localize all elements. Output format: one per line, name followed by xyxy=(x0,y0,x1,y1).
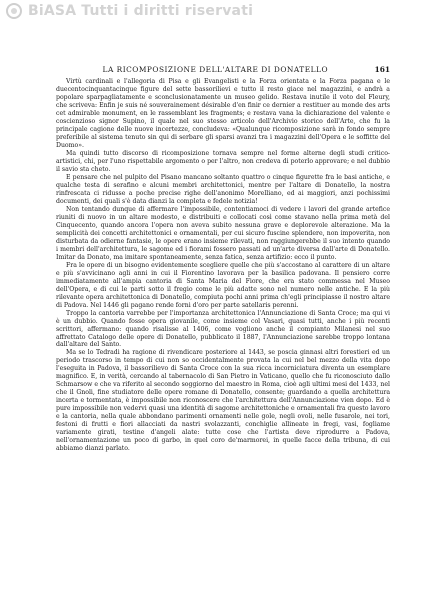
paragraph: Troppo la cantoria varrebbe per l'importanza architettonica l'Annunciazione di Santa Croce; ma qui vi è un dubbio. Quando fosse opera giovanile, come insieme col Vasari, quasi tutti, anche i più recenti scrittori, affermano: quando risalisse al 1406, come vogliono anche il compianto Milanesi nel suo affrettato Catalogo delle opere di Donatello, pubblicato il 1887, l'Annunciazione sarebbe troppo lontana dall'altare del Santo. xyxy=(56,309,390,349)
biasa-logo-icon xyxy=(6,3,22,19)
paragraph: Ma se lo Tedradi ha ragione di rivendicare posteriore al 1443, se poscia ginnasi altri forestieri ed un periodo trascorso in tempo di cui non so occidentalmente provata la cui nel bel mezzo della vita dopo l'eseguita in Padova, il bassorilievo di Santa Croce con la sua ricca incorniciatura diventa un esemplare magnifico. E, in verità, cercando al tabernacolo di San Pietro in Vaticano, quello che fu riconosciuto dallo Schmarsow e che va riferito al secondo soggiorno del maestro in Roma, cioè agli ultimi mesi del 1433, nel che il Gnoli, fine studiatore delle opere romane di Donatello, consente; guardando a quella architettura incerta e tormentata, è impossibile non riconoscere che l'architettura dell'Annunciazione vien dopo. Ed è pure impossibile non vedervi quasi una identità di sagome architettoniche e ornamentali fra questo lavoro e la cantoria, nella quale abbondano parimenti ornamenti nelle gole, negli ovoli, nelle fusarole, nei tori, festoni di frutti e fiori allacciati da nastri svolazzanti, conchiglie allineate in fregi, vasi, fogliame variamente girati, testine d'angeli alate: tutte cose che l'artista deve riprodurre a Padova, nell'ornamentazione un poco di garbo, in quel coro de'marmorei, in quelle facce della tribuna, di cui abbiamo dianzi parlato. xyxy=(56,349,390,453)
paragraph: Ma quindi tutto discorso di ricomposizione tornava sempre nel forme alterne degli studi critico-artistici, chi, per l'uno rispettabile argomento o per l'altro, non credeva di poterlo approvare; e nel dubbio il savio sta cheto. xyxy=(56,149,390,173)
page-number: 161 xyxy=(374,65,390,74)
body-text xyxy=(56,78,390,453)
watermark-text: BiASA Tutti i diritti riservati xyxy=(28,3,254,19)
paragraph: Non tentando dunque di affermare l'impossibile, contentiamoci di vedere i lavori del grande artefice riuniti di nuovo in un altare modesto, e distribuiti e collocati così come stavano nella prima metà del Cinquecento, quando ancora l'opera non aveva subito nessuna grave e deplorevole alterazione. Ma la semplicità dei concetti architettonici e ornamentali, per cui sicuro fuscine splendere, non impoverita, non disturbata da odierne fantasie, le opere erano insieme rilevati, non raggiungerebbe il suo intento quando i membri dell'architettura, le sagome ed i fiorami fossero passati ad un'arte diversa dall'arte di Donatello. Imitar da Donato, ma imitare spontaneamente, senza fatica, senza artifizio: ecco il punto. xyxy=(56,205,390,261)
paragraph: E pensare che nel pulpito del Pisano mancano soltanto quattro o cinque figurette fra le basi antiche, e qualche testa di serafino e alcuni membri architettonici, mentre per l'altare di Donatello, la nostra rinfrescata ci ridusse a poche precise righe dell'anonimo Morelliano, ed ai maggiori, anzi pochissimi documenti, dei quali s'è data dianzi la completa e fedele notizia! xyxy=(56,173,390,205)
paragraph: Virtù cardinali e l'allegoria di Pisa e gli Evangelisti e la Forza orientata e la Forza pagana e le duecentocinquantacinque figure del sette bassorilievi e tutto il resto giace nel magazzini, e andrà a popolare sparpagliatamente e sconclusionatamente un museo gelido. Restava inutile il voto del Fleury, che scriveva: Enfin je suis né souverainement désirable d'en finir ce dernier a restituer au monde des arts cet admirable monument, en le rassemblant les fragments; e restava vana la dichiarazione del valente e coscienzioso signor Supino, il quale nel suo stesso articolo dell'Archivio storico dell'Arte, che fu la principale cagione delle nuove incertezze, concludeva: «Qualunque ricomposizione sarà in fondo sempre preferibile al sistema tenuto sin qui di serbare gli sparsi avanzi tra i magazzini dell'Opera e le soffitte del Duomo». xyxy=(56,78,390,149)
paragraph: Fra le opere di un bisogno evidentemente scegliere quelle che più s'accostano al carattere di un altare e più s'avvicinano agli anni in cui il Fiorentino lavorava per la basilica padovana. Il pensiero corre immediatamente all'ampia cantoria di Santa Maria del Fiore, che era stato commessa nel Museo dell'Opera, e di cui le parti sotto il fregio come le più adatte sono nel numero nelle antiche. E la più rilevante opera architettonica di Donatello, compiuta pochi anni prima ch'egli principiasse il nostro altare di Padova. Nel 1446 gli pagano rende forni d'oro per parte satellaris perenni. xyxy=(56,261,390,309)
running-head: LA RICOMPOSIZIONE DELL'ALTARE DI DONATELLO xyxy=(102,65,329,74)
watermark xyxy=(0,0,440,22)
page-header xyxy=(56,65,390,74)
